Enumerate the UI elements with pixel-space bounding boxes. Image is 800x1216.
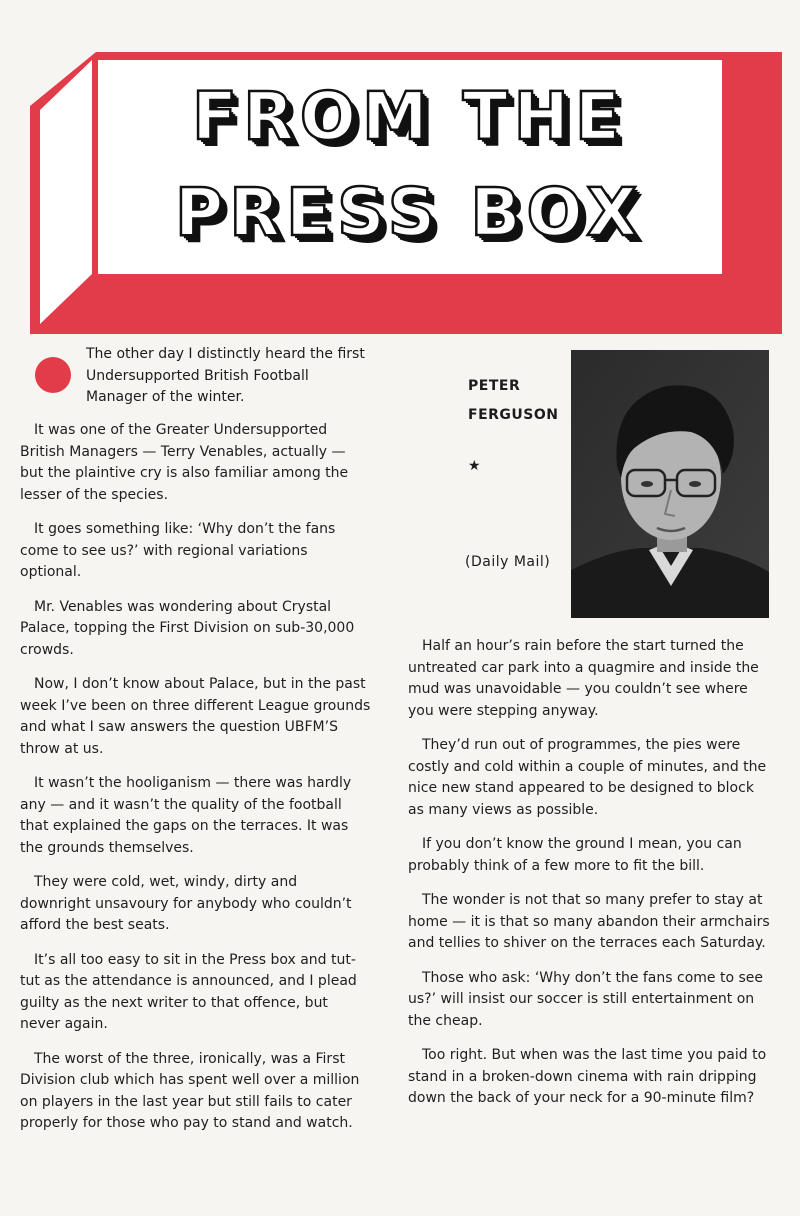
paragraph: It’s all too easy to sit in the Press box and tut-tut as the attendance is announced, and I plead guilty as the next writer to that offence, but never again. xyxy=(20,951,357,1032)
author-first-name: PETER xyxy=(468,378,521,394)
paragraph: Now, I don’t know about Palace, but in the past week I’ve been on three different League grounds and what I saw answers the question UBFM’S throw at us. xyxy=(20,676,371,757)
star-icon: ★ xyxy=(468,458,481,474)
paragraph: Mr. Venables was wondering about Crystal Palace, topping the First Division on sub-30,000 crowds. xyxy=(20,598,355,658)
paragraph: The worst of the three, ironically, was a First Division club which has spent well over a million on players in the last year but still fails to cater properly for those who pay to stand and watch. xyxy=(20,1050,360,1131)
title-line-2: PRESS BOX xyxy=(174,174,644,251)
article-intro: The other day I distinctly heard the first Undersupported British Football Manager of the winter. xyxy=(86,346,365,405)
paragraph: It was one of the Greater Undersupported British Managers — Terry Venables, actually — but the plaintive cry is also familiar among the lesser of the species. xyxy=(20,422,349,503)
paragraph: The wonder is not that so many prefer to stay at home — it is that so many abandon their armchairs and tellies to shiver on the terraces each Saturday. xyxy=(408,892,770,951)
left-column xyxy=(20,420,372,1148)
header-banner xyxy=(30,48,782,334)
portrait-photo xyxy=(571,350,769,618)
publication-name: (Daily Mail) xyxy=(465,554,551,570)
paragraph: It goes something like: ‘Why don’t the fans come to see us?’ with regional variations optional. xyxy=(20,521,336,580)
paragraph: If you don’t know the ground I mean, you can probably think of a few more to fit the bill. xyxy=(408,836,742,874)
paragraph: They were cold, wet, windy, dirty and downright unsavoury for anybody who couldn’t afford the best seats. xyxy=(20,874,352,933)
paragraph: Too right. But when was the last time you paid to stand in a broken-down cinema with rain dripping down the back of your neck for a 90-minute film? xyxy=(408,1047,767,1106)
paragraph: Those who ask: ‘Why don’t the fans come to see us?’ will insist our soccer is still entertainment on the cheap. xyxy=(408,969,763,1029)
author-last-name: FERGUSON xyxy=(468,407,559,423)
bullet-dot xyxy=(35,357,71,393)
right-column xyxy=(408,636,770,1123)
paragraph: It wasn’t the hooliganism — there was hardly any — and it wasn’t the quality of the football that explained the gaps on the terraces. It was the grounds themselves. xyxy=(20,775,352,856)
byline xyxy=(468,372,578,430)
title-line-1: FROM THE xyxy=(191,78,626,155)
paragraph: They’d run out of programmes, the pies were costly and cold within a couple of minutes, and the nice new stand appeared to be designed to block as many views as possible. xyxy=(408,737,767,818)
paragraph: Half an hour’s rain before the start turned the untreated car park into a quagmire and inside the mud was unavoidable — you couldn’t see where you were stepping anyway. xyxy=(408,638,759,719)
